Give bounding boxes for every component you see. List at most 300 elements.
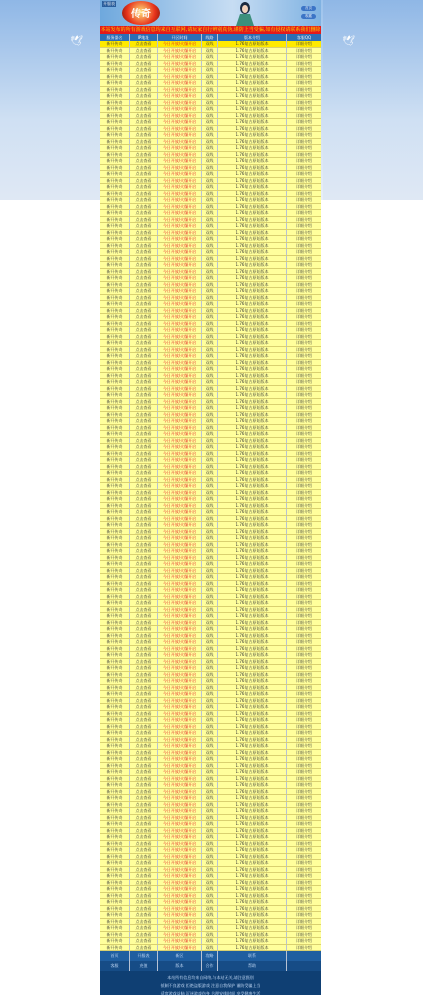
cell-contact[interactable]: 详细介绍 — [296, 561, 312, 566]
cell-contact[interactable]: 详细介绍 — [296, 684, 312, 690]
cell-contact[interactable]: 详细介绍 — [296, 938, 312, 943]
cell-ip[interactable]: 点击查看 — [130, 48, 158, 54]
cell-contact[interactable]: 详细介绍 — [296, 567, 312, 573]
cell-ip[interactable]: 点击查看 — [130, 74, 158, 80]
cell-contact[interactable]: 详细介绍 — [296, 366, 312, 371]
footer-link[interactable]: 合作 — [202, 961, 218, 971]
cell-ip[interactable]: 点击查看 — [130, 412, 158, 418]
footer-link[interactable]: 联系 — [218, 951, 287, 961]
cell-contact[interactable]: 详细介绍 — [296, 925, 312, 930]
cell-ip[interactable]: 点击查看 — [130, 61, 158, 67]
cell-contact[interactable]: 详细介绍 — [296, 379, 312, 384]
cell-ip[interactable]: 点击查看 — [130, 548, 158, 554]
cell-ip[interactable]: 点击查看 — [130, 587, 158, 593]
footer-link[interactable]: 帮助 — [218, 961, 287, 971]
cell-contact[interactable]: 详细介绍 — [296, 580, 312, 586]
cell-ip[interactable]: 点击查看 — [130, 704, 158, 710]
cell-contact[interactable]: 详细介绍 — [296, 450, 312, 456]
cell-ip[interactable]: 点击查看 — [130, 87, 158, 93]
cell-contact[interactable]: 详细介绍 — [296, 359, 312, 365]
cell-contact[interactable]: 详细介绍 — [296, 301, 312, 306]
cell-contact[interactable]: 详细介绍 — [296, 145, 312, 150]
cell-ip[interactable]: 点击查看 — [130, 646, 158, 652]
cell-ip[interactable]: 点击查看 — [130, 314, 158, 320]
cell-contact[interactable]: 详细介绍 — [296, 606, 312, 612]
cell-contact[interactable]: 详细介绍 — [296, 502, 312, 508]
cell-ip[interactable]: 点击查看 — [130, 275, 158, 281]
cell-ip[interactable]: 点击查看 — [130, 685, 158, 691]
cell-contact[interactable]: 详细介绍 — [296, 795, 312, 800]
cell-server-name: 新开传奇 — [100, 223, 130, 229]
cell-ip[interactable]: 点击查看 — [130, 184, 158, 190]
cell-ip[interactable]: 点击查看 — [130, 93, 158, 99]
cell-ip[interactable]: 点击查看 — [130, 249, 158, 255]
cell-ip[interactable]: 点击查看 — [130, 789, 158, 795]
cell-ip[interactable]: 点击查看 — [130, 366, 158, 372]
cell-ip[interactable]: 点击查看 — [130, 626, 158, 632]
cell-contact[interactable]: 详细介绍 — [296, 262, 312, 267]
cell-contact[interactable]: 详细介绍 — [296, 184, 312, 189]
cell-ip[interactable]: 点击查看 — [130, 418, 158, 424]
cell-contact[interactable]: 详细介绍 — [296, 333, 312, 339]
cell-ip[interactable]: 点击查看 — [130, 483, 158, 489]
cell-contact[interactable]: 详细介绍 — [296, 782, 312, 787]
cell-ip[interactable]: 点击查看 — [130, 262, 158, 268]
cell-ip[interactable]: 点击查看 — [130, 126, 158, 132]
cell-ip[interactable]: 点击查看 — [130, 158, 158, 164]
cell-ip[interactable]: 点击查看 — [130, 425, 158, 431]
cell-contact[interactable]: 详细介绍 — [296, 548, 312, 553]
cell-ip[interactable]: 点击查看 — [130, 444, 158, 450]
cell-contact[interactable]: 详细介绍 — [296, 275, 312, 280]
cell-contact[interactable]: 详细介绍 — [296, 54, 312, 59]
cell-ip[interactable]: 点击查看 — [130, 555, 158, 561]
cell-contact[interactable]: 详细介绍 — [296, 632, 312, 638]
cell-contact[interactable]: 详细介绍 — [296, 697, 312, 703]
cell-ip[interactable]: 点击查看 — [130, 633, 158, 639]
cell-ip[interactable]: 点击查看 — [130, 386, 158, 392]
cell-contact[interactable]: 详细介绍 — [296, 775, 312, 781]
cell-contact[interactable]: 详细介绍 — [296, 353, 312, 358]
cell-contact[interactable]: 详细介绍 — [296, 320, 312, 326]
cell-contact[interactable]: 详细介绍 — [296, 242, 312, 248]
cell-ip[interactable]: 点击查看 — [130, 860, 158, 866]
cell-ip[interactable]: 点击查看 — [130, 639, 158, 645]
cell-ip[interactable]: 点击查看 — [130, 347, 158, 353]
cell-ip[interactable]: 点击查看 — [130, 139, 158, 145]
cell-ip[interactable]: 点击查看 — [130, 100, 158, 106]
cell-ip[interactable]: 点击查看 — [130, 392, 158, 398]
cell-contact[interactable]: 详细介绍 — [296, 678, 312, 683]
footer-link[interactable]: 充值 — [130, 961, 158, 971]
cell-ip[interactable]: 点击查看 — [130, 80, 158, 86]
cell-contact[interactable]: 详细介绍 — [296, 743, 312, 748]
cell-contact[interactable]: 详细介绍 — [296, 47, 312, 53]
cell-contact[interactable]: 详细介绍 — [296, 860, 312, 865]
cell-ip[interactable]: 点击查看 — [130, 711, 158, 717]
cell-contact[interactable]: 详细介绍 — [296, 496, 312, 501]
cell-contact[interactable]: 详细介绍 — [296, 866, 312, 872]
cell-contact[interactable]: 详细介绍 — [296, 385, 312, 391]
cell-ip[interactable]: 点击查看 — [130, 815, 158, 821]
cell-ip[interactable]: 点击查看 — [130, 750, 158, 756]
cell-ip[interactable]: 点击查看 — [130, 925, 158, 931]
cell-contact[interactable]: 详细介绍 — [296, 593, 312, 599]
cell-contact[interactable]: 详细介绍 — [296, 327, 312, 332]
cell-ip[interactable]: 点击查看 — [130, 152, 158, 158]
cell-contact[interactable]: 详细介绍 — [296, 528, 312, 534]
cell-ip[interactable]: 点击查看 — [130, 776, 158, 782]
cell-ip[interactable]: 点击查看 — [130, 730, 158, 736]
cell-contact[interactable]: 详细介绍 — [296, 190, 312, 196]
cell-ip[interactable]: 点击查看 — [130, 574, 158, 580]
cell-contact[interactable]: 详细介绍 — [296, 151, 312, 157]
cell-ip[interactable]: 点击查看 — [130, 847, 158, 853]
cell-ip[interactable]: 点击查看 — [130, 210, 158, 216]
cell-contact[interactable]: 详细介绍 — [296, 749, 312, 755]
cell-contact[interactable]: 详细介绍 — [296, 489, 312, 495]
cell-ip[interactable]: 点击查看 — [130, 470, 158, 476]
cell-ip[interactable]: 点击查看 — [130, 880, 158, 886]
cell-contact[interactable]: 详细介绍 — [296, 483, 312, 488]
cell-contact[interactable]: 详细介绍 — [296, 294, 312, 300]
cell-ip[interactable]: 点击查看 — [130, 568, 158, 574]
cell-contact[interactable]: 详细介绍 — [296, 210, 312, 215]
cell-ip[interactable]: 点击查看 — [130, 769, 158, 775]
cell-contact[interactable]: 详细介绍 — [296, 203, 312, 209]
cell-ip[interactable]: 点击查看 — [130, 893, 158, 899]
cell-contact[interactable]: 详细介绍 — [296, 314, 312, 319]
cell-contact[interactable]: 详细介绍 — [296, 691, 312, 696]
cell-ip[interactable]: 点击查看 — [130, 945, 158, 951]
cell-contact[interactable]: 详细介绍 — [296, 899, 312, 904]
cell-ip[interactable]: 点击查看 — [130, 535, 158, 541]
cell-contact[interactable]: 详细介绍 — [296, 879, 312, 885]
cell-ip[interactable]: 点击查看 — [130, 204, 158, 210]
cell-ip[interactable]: 点击查看 — [130, 659, 158, 665]
cell-ip[interactable]: 点击查看 — [130, 522, 158, 528]
cell-ip[interactable]: 点击查看 — [130, 191, 158, 197]
cell-ip[interactable]: 点击查看 — [130, 665, 158, 671]
cell-contact[interactable]: 详细介绍 — [296, 931, 312, 937]
cell-line: 双线 — [202, 223, 218, 229]
cell-ip[interactable]: 点击查看 — [130, 353, 158, 359]
cell-contact[interactable]: 详细介绍 — [296, 756, 312, 761]
footer-link[interactable]: 新区 — [158, 951, 202, 961]
cell-ip[interactable]: 点击查看 — [130, 288, 158, 294]
cell-ip[interactable]: 点击查看 — [130, 672, 158, 678]
favorite-button[interactable]: 收藏 — [301, 14, 316, 19]
cell-ip[interactable]: 点击查看 — [130, 737, 158, 743]
cell-contact[interactable]: 详细介绍 — [296, 125, 312, 131]
cell-contact[interactable]: 详细介绍 — [296, 827, 312, 833]
cell-ip[interactable]: 点击查看 — [130, 743, 158, 749]
cell-contact[interactable]: 详细介绍 — [296, 554, 312, 560]
cell-contact[interactable]: 详细介绍 — [296, 216, 312, 222]
cell-ip[interactable]: 点击查看 — [130, 802, 158, 808]
cell-contact[interactable]: 详细介绍 — [296, 814, 312, 820]
cell-contact[interactable]: 详细介绍 — [296, 476, 312, 482]
cell-contact[interactable]: 详细介绍 — [296, 268, 312, 274]
cell-contact[interactable]: 详细介绍 — [296, 710, 312, 716]
footer-link[interactable]: 攻略 — [202, 951, 218, 961]
cell-ip[interactable]: 点击查看 — [130, 54, 158, 60]
cell-ip[interactable]: 点击查看 — [130, 41, 158, 47]
cell-ip[interactable]: 点击查看 — [130, 340, 158, 346]
cell-ip[interactable]: 点击查看 — [130, 223, 158, 229]
cell-ip[interactable]: 点击查看 — [130, 256, 158, 262]
cell-contact[interactable]: 详细介绍 — [296, 808, 312, 813]
cell-ip[interactable]: 点击查看 — [130, 600, 158, 606]
footer-link[interactable]: 开服表 — [130, 951, 158, 961]
cell-ip[interactable]: 点击查看 — [130, 873, 158, 879]
cell-contact[interactable]: 详细介绍 — [296, 639, 312, 644]
site-badge[interactable]: 开服表 — [103, 1, 115, 6]
cell-contact[interactable]: 详细介绍 — [296, 41, 312, 46]
cell-contact[interactable]: 详细介绍 — [296, 307, 312, 313]
cell-ip[interactable]: 点击查看 — [130, 243, 158, 249]
cell-contact[interactable]: 详细介绍 — [296, 840, 312, 846]
cell-contact[interactable]: 详细介绍 — [296, 574, 312, 579]
cell-ip[interactable]: 点击查看 — [130, 178, 158, 184]
cell-ip[interactable]: 点击查看 — [130, 821, 158, 827]
cell-ip[interactable]: 点击查看 — [130, 795, 158, 801]
cell-contact[interactable]: 详细介绍 — [296, 80, 312, 85]
cell-contact[interactable]: 详细介绍 — [296, 736, 312, 742]
cell-contact[interactable]: 详细介绍 — [296, 444, 312, 449]
cell-ip[interactable]: 点击查看 — [130, 236, 158, 242]
cell-contact[interactable]: 详细介绍 — [296, 587, 312, 592]
cell-ip[interactable]: 点击查看 — [130, 321, 158, 327]
cell-ip[interactable]: 点击查看 — [130, 652, 158, 658]
cell-contact[interactable]: 详细介绍 — [296, 119, 312, 124]
cell-ip[interactable]: 点击查看 — [130, 782, 158, 788]
cell-contact[interactable]: 详细介绍 — [296, 470, 312, 475]
cell-contact[interactable]: 详细介绍 — [296, 223, 312, 228]
cell-ip[interactable]: 点击查看 — [130, 327, 158, 333]
cell-ip[interactable]: 点击查看 — [130, 698, 158, 704]
cell-contact[interactable]: 详细介绍 — [296, 346, 312, 352]
cell-ip[interactable]: 点击查看 — [130, 899, 158, 905]
cell-contact[interactable]: 详细介绍 — [296, 411, 312, 417]
cell-ip[interactable]: 点击查看 — [130, 834, 158, 840]
cell-contact[interactable]: 详细介绍 — [296, 158, 312, 163]
cell-contact[interactable]: 详细介绍 — [296, 138, 312, 144]
cell-ip[interactable]: 点击查看 — [130, 373, 158, 379]
cell-ip[interactable]: 点击查看 — [130, 301, 158, 307]
cell-ip[interactable]: 点击查看 — [130, 451, 158, 457]
cell-ip[interactable]: 点击查看 — [130, 308, 158, 314]
cell-ip[interactable]: 点击查看 — [130, 763, 158, 769]
cell-ip[interactable]: 点击查看 — [130, 230, 158, 236]
cell-contact[interactable]: 详细介绍 — [296, 847, 312, 852]
cell-contact[interactable]: 详细介绍 — [296, 834, 312, 839]
cell-ip[interactable]: 点击查看 — [130, 906, 158, 912]
cell-ip[interactable]: 点击查看 — [130, 360, 158, 366]
cell-ip[interactable]: 点击查看 — [130, 529, 158, 535]
cell-contact[interactable]: 详细介绍 — [296, 821, 312, 826]
cell-ip[interactable]: 点击查看 — [130, 854, 158, 860]
cell-ip[interactable]: 点击查看 — [130, 217, 158, 223]
cell-contact[interactable]: 详细介绍 — [296, 424, 312, 430]
cell-ip[interactable]: 点击查看 — [130, 490, 158, 496]
cell-contact[interactable]: 详细介绍 — [296, 905, 312, 911]
cell-ip[interactable]: 点击查看 — [130, 334, 158, 340]
cell-contact[interactable]: 详细介绍 — [296, 509, 312, 514]
cell-contact[interactable]: 详细介绍 — [296, 873, 312, 878]
cell-ip[interactable]: 点击查看 — [130, 932, 158, 938]
cell-contact[interactable]: 详细介绍 — [296, 652, 312, 657]
cell-ip[interactable]: 点击查看 — [130, 379, 158, 385]
cell-open-time: 今日开放/火爆开启 — [158, 555, 202, 561]
cell-ip[interactable]: 点击查看 — [130, 132, 158, 138]
cell-contact[interactable]: 详细介绍 — [296, 340, 312, 345]
cell-contact[interactable]: 详细介绍 — [296, 600, 312, 605]
cell-ip[interactable]: 点击查看 — [130, 464, 158, 470]
cell-ip[interactable]: 点击查看 — [130, 691, 158, 697]
cell-contact[interactable]: 详细介绍 — [296, 437, 312, 443]
cell-ip[interactable]: 点击查看 — [130, 561, 158, 567]
cell-contact[interactable]: 详细介绍 — [296, 372, 312, 378]
footer-link[interactable]: 版本 — [158, 961, 202, 971]
cell-ip[interactable]: 点击查看 — [130, 594, 158, 600]
cell-contact[interactable]: 详细介绍 — [296, 255, 312, 261]
cell-ip[interactable]: 点击查看 — [130, 938, 158, 944]
cell-contact[interactable]: 详细介绍 — [296, 717, 312, 722]
cell-ip[interactable]: 点击查看 — [130, 503, 158, 509]
cell-contact[interactable]: 详细介绍 — [296, 801, 312, 807]
cell-ip[interactable]: 点击查看 — [130, 119, 158, 125]
cell-contact[interactable]: 详细介绍 — [296, 197, 312, 202]
cell-ip[interactable]: 点击查看 — [130, 509, 158, 515]
cell-contact[interactable]: 详细介绍 — [296, 93, 312, 98]
cell-contact[interactable]: 详细介绍 — [296, 86, 312, 92]
cell-ip[interactable]: 点击查看 — [130, 438, 158, 444]
cell-ip[interactable]: 点击查看 — [130, 756, 158, 762]
cell-ip[interactable]: 点击查看 — [130, 717, 158, 723]
cell-ip[interactable]: 点击查看 — [130, 886, 158, 892]
cell-contact[interactable]: 详细介绍 — [296, 723, 312, 729]
cell-ip[interactable]: 点击查看 — [130, 912, 158, 918]
cell-ip[interactable]: 点击查看 — [130, 171, 158, 177]
cell-ip[interactable]: 点击查看 — [130, 867, 158, 873]
cell-contact[interactable]: 详细介绍 — [296, 431, 312, 436]
cell-ip[interactable]: 点击查看 — [130, 295, 158, 301]
cell-ip[interactable]: 点击查看 — [130, 808, 158, 814]
cell-contact[interactable]: 详细介绍 — [296, 281, 312, 287]
cell-contact[interactable]: 详细介绍 — [296, 619, 312, 625]
cell-contact[interactable]: 详细介绍 — [296, 418, 312, 423]
cell-contact[interactable]: 详细介绍 — [296, 405, 312, 410]
cell-contact[interactable]: 详细介绍 — [296, 99, 312, 105]
home-button[interactable]: 首页 — [301, 6, 316, 11]
cell-contact[interactable]: 详细介绍 — [296, 392, 312, 397]
cell-ip[interactable]: 点击查看 — [130, 431, 158, 437]
cell-contact[interactable]: 详细介绍 — [296, 671, 312, 677]
cell-ip[interactable]: 点击查看 — [130, 145, 158, 151]
cell-ip[interactable]: 点击查看 — [130, 67, 158, 73]
cell-contact[interactable]: 详细介绍 — [296, 132, 312, 137]
cell-contact[interactable]: 详细介绍 — [296, 60, 312, 66]
cell-line: 双线 — [202, 555, 218, 561]
cell-contact[interactable]: 详细介绍 — [296, 463, 312, 469]
cell-ip[interactable]: 点击查看 — [130, 197, 158, 203]
cell-ip[interactable]: 点击查看 — [130, 282, 158, 288]
cell-contact[interactable]: 详细介绍 — [296, 398, 312, 404]
cell-contact[interactable]: 详细介绍 — [296, 164, 312, 170]
cell-contact[interactable]: 详细介绍 — [296, 918, 312, 924]
cell-ip[interactable]: 点击查看 — [130, 496, 158, 502]
cell-ip[interactable]: 点击查看 — [130, 405, 158, 411]
cell-ip[interactable]: 点击查看 — [130, 542, 158, 548]
cell-contact[interactable]: 详细介绍 — [296, 535, 312, 540]
cell-contact[interactable]: 详细介绍 — [296, 886, 312, 891]
cell-contact[interactable]: 详细介绍 — [296, 177, 312, 183]
cell-ip[interactable]: 点击查看 — [130, 113, 158, 119]
cell-ip[interactable]: 点击查看 — [130, 516, 158, 522]
footer-link[interactable]: 客服 — [100, 961, 130, 971]
game-logo[interactable] — [122, 1, 160, 25]
cell-contact[interactable]: 详细介绍 — [296, 515, 312, 521]
cell-ip[interactable]: 点击查看 — [130, 724, 158, 730]
cell-contact[interactable]: 详细介绍 — [296, 788, 312, 794]
cell-ip[interactable]: 点击查看 — [130, 919, 158, 925]
cell-contact[interactable]: 详细介绍 — [296, 229, 312, 235]
cell-contact[interactable]: 详细介绍 — [296, 522, 312, 527]
cell-ip[interactable]: 点击查看 — [130, 457, 158, 463]
footer-link[interactable]: 首页 — [100, 951, 130, 961]
cell-ip[interactable]: 点击查看 — [130, 165, 158, 171]
cell-contact[interactable]: 详细介绍 — [296, 912, 312, 917]
cell-contact[interactable]: 详细介绍 — [296, 457, 312, 462]
cell-contact[interactable]: 详细介绍 — [296, 769, 312, 774]
cell-contact[interactable]: 详细介绍 — [296, 853, 312, 859]
cell-contact[interactable]: 详细介绍 — [296, 730, 312, 735]
cell-contact[interactable]: 详细介绍 — [296, 112, 312, 118]
cell-ip[interactable]: 点击查看 — [130, 106, 158, 112]
cell-contact[interactable]: 详细介绍 — [296, 665, 312, 670]
cell-contact[interactable]: 详细介绍 — [296, 944, 312, 950]
cell-contact[interactable]: 详细介绍 — [296, 626, 312, 631]
cell-ip[interactable]: 点击查看 — [130, 841, 158, 847]
cell-contact[interactable]: 详细介绍 — [296, 171, 312, 176]
cell-ip[interactable]: 点击查看 — [130, 399, 158, 405]
cell-ip[interactable]: 点击查看 — [130, 477, 158, 483]
cell-contact[interactable]: 详细介绍 — [296, 658, 312, 664]
cell-ip[interactable]: 点击查看 — [130, 581, 158, 587]
cell-contact[interactable]: 详细介绍 — [296, 73, 312, 79]
cell-ip[interactable]: 点击查看 — [130, 607, 158, 613]
cell-ip[interactable]: 点击查看 — [130, 269, 158, 275]
cell-contact[interactable]: 详细介绍 — [296, 236, 312, 241]
cell-contact[interactable]: 详细介绍 — [296, 106, 312, 111]
cell-ip[interactable]: 点击查看 — [130, 613, 158, 619]
cell-contact[interactable]: 详细介绍 — [296, 645, 312, 651]
cell-ip[interactable]: 点击查看 — [130, 678, 158, 684]
cell-line: 双线 — [202, 490, 218, 496]
cell-contact[interactable]: 详细介绍 — [296, 892, 312, 898]
cell-ip[interactable]: 点击查看 — [130, 620, 158, 626]
cell-contact[interactable]: 详细介绍 — [296, 762, 312, 768]
cell-contact[interactable]: 详细介绍 — [296, 67, 312, 72]
cell-contact[interactable]: 详细介绍 — [296, 288, 312, 293]
cell-contact[interactable]: 详细介绍 — [296, 249, 312, 254]
cell-contact[interactable]: 详细介绍 — [296, 541, 312, 547]
cell-ip[interactable]: 点击查看 — [130, 828, 158, 834]
cell-contact[interactable]: 详细介绍 — [296, 613, 312, 618]
cell-contact[interactable]: 详细介绍 — [296, 704, 312, 709]
table-row[interactable] — [100, 945, 321, 952]
